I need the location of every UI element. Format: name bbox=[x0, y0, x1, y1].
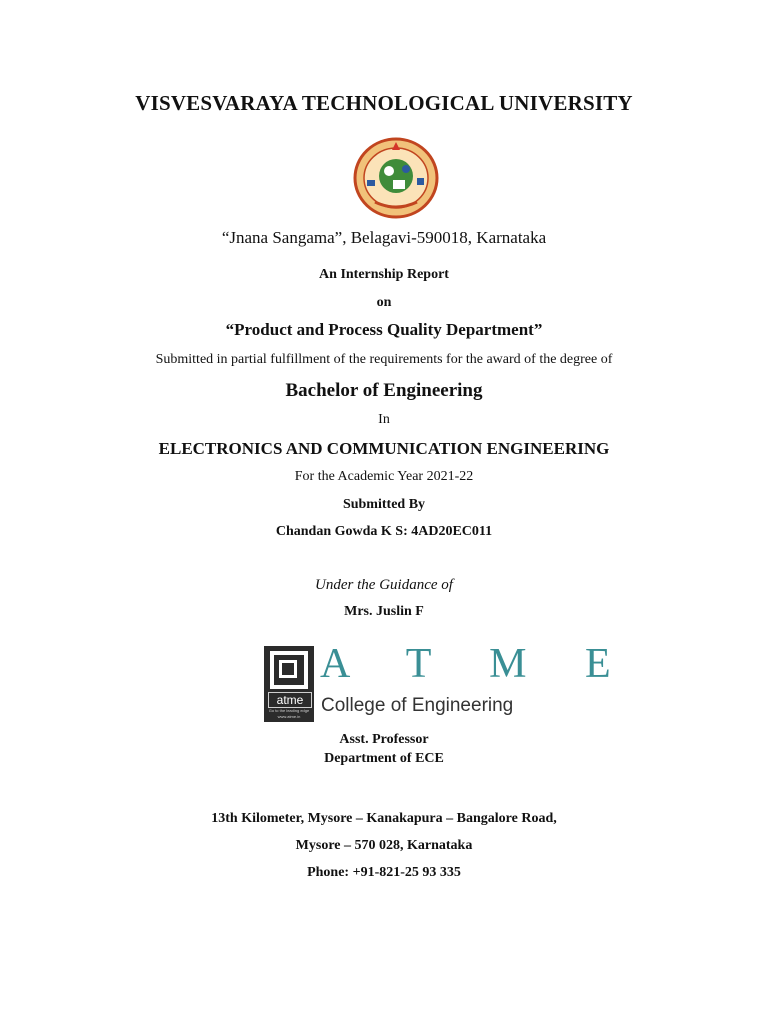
student-name: Chandan Gowda K S: 4AD20EC011 bbox=[275, 524, 493, 539]
atme-logo-mark bbox=[264, 646, 314, 722]
logo-tagline: Go to the leading edge bbox=[268, 708, 310, 713]
college-phone: Phone: +91-821-25 93 335 bbox=[307, 865, 461, 880]
guide-designation: Asst. Professor bbox=[339, 732, 429, 747]
college-address-line2: Mysore – 570 028, Karnataka bbox=[295, 838, 473, 853]
college-address-line1: 13th Kilometer, Mysore – Kanakapura – Bangalore Road, bbox=[211, 811, 557, 826]
logo-box-word: atme bbox=[268, 692, 312, 708]
vtu-emblem-icon bbox=[353, 136, 439, 220]
submitted-by-label: Submitted By bbox=[342, 497, 426, 512]
frame-icon bbox=[270, 651, 308, 689]
atme-logo-icon bbox=[264, 641, 635, 724]
logo-url: www.atme.in bbox=[277, 714, 301, 719]
report-type: An Internship Report bbox=[319, 267, 449, 282]
branch-name: ELECTRONICS AND COMMUNICATION ENGINEERING bbox=[158, 439, 610, 458]
on-label: on bbox=[376, 295, 392, 310]
project-title: “Product and Process Quality Department” bbox=[225, 320, 543, 339]
in-label: In bbox=[378, 412, 390, 427]
fulfillment-statement: Submitted in partial fulfillment of the requirements for the award of the degree of bbox=[155, 352, 613, 367]
university-name: VISVESVARAYA TECHNOLOGICAL UNIVERSITY bbox=[135, 91, 633, 115]
guide-name: Mrs. Juslin F bbox=[344, 604, 424, 619]
guide-department: Department of ECE bbox=[324, 751, 444, 766]
logo-letters: A T M E bbox=[320, 641, 635, 687]
guidance-label: Under the Guidance of bbox=[315, 577, 453, 593]
university-address: “Jnana Sangama”, Belagavi-590018, Karnataka bbox=[221, 228, 547, 247]
degree-name: Bachelor of Engineering bbox=[285, 380, 483, 401]
academic-year: For the Academic Year 2021-22 bbox=[294, 469, 474, 484]
logo-college-name: College of Engineering bbox=[321, 695, 514, 716]
